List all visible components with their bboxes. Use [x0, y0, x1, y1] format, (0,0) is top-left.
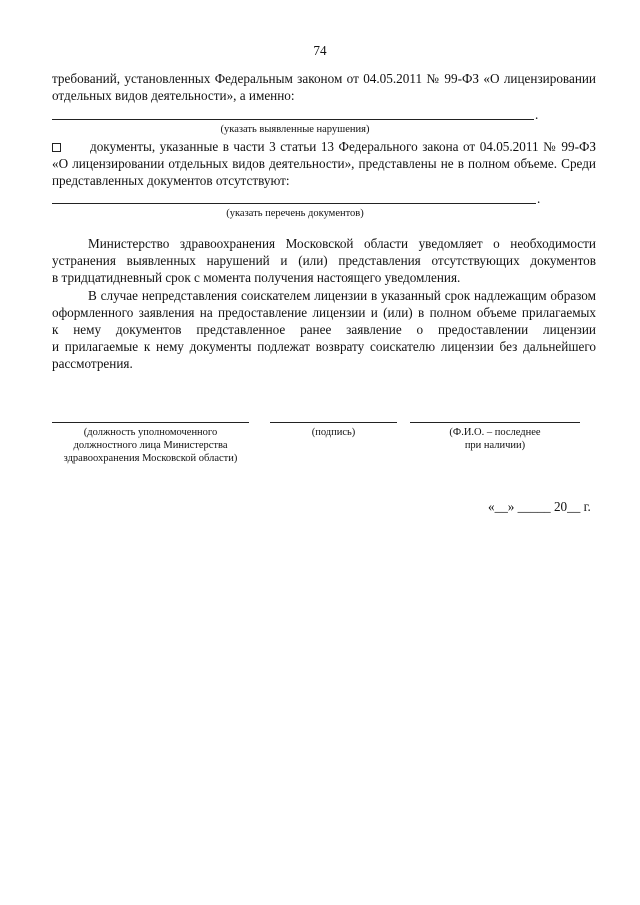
checkbox-item-line-3: представленных документов отсутствуют: [52, 173, 290, 188]
paragraph-1-line-1: Министерство здравоохранения Московской области уведомляет о необходимости [88, 236, 596, 251]
documents-blank-line[interactable] [52, 203, 536, 204]
documents-blank-end: . [537, 191, 541, 206]
documents-incomplete-checkbox[interactable] [52, 143, 61, 152]
intro-line-2: отдельных видов деятельности», а именно: [52, 88, 295, 103]
violations-caption: (указать выявленные нарушения) [220, 124, 370, 135]
paragraph-2-line-5: рассмотрения. [52, 356, 133, 371]
position-caption-1: (должность уполномоченного [83, 427, 218, 438]
full-name-line[interactable] [410, 422, 580, 423]
paragraph-2-line-2: оформленного заявления на предоставление лицензии и (или) в полном объеме прилагаемых [52, 305, 596, 320]
violations-blank-end: . [535, 107, 539, 122]
paragraph-1-line-2: устранения выявленных нарушений и (или) представления отсутствующих документов [52, 253, 596, 268]
intro-line-1: требований, установленных Федеральным законом от 04.05.2011 № 99-ФЗ «О лицензировании [52, 71, 596, 86]
paragraph-2-line-3: к нему документов представленное ранее заявление о предоставлении лицензии [52, 322, 596, 337]
page-number: 74 [313, 43, 327, 58]
name-caption-1: (Ф.И.О. – последнее [449, 427, 541, 438]
position-signature-line[interactable] [52, 422, 249, 423]
checkbox-item-line-1: документы, указанные в части 3 статьи 13 Федерального закона от 04.05.2011 № 99-ФЗ [90, 139, 596, 154]
checkbox-item-line-2: «О лицензировании отдельных видов деятельности», представлены не в полном объеме. Среди [52, 156, 596, 171]
violations-blank-line[interactable] [52, 119, 534, 120]
position-caption-2: должностного лица Министерства [73, 440, 228, 451]
paragraph-1-line-3: в тридцатидневный срок с момента получения настоящего уведомления. [52, 270, 461, 285]
documents-caption: (указать перечень документов) [226, 208, 364, 219]
signature-caption: (подпись) [311, 427, 356, 438]
position-caption-3: здравоохранения Московской области) [63, 453, 238, 464]
name-caption-2: при наличии) [464, 440, 526, 451]
signature-line[interactable] [270, 422, 397, 423]
date-line[interactable]: «__» _____ 20__ г. [488, 499, 591, 514]
paragraph-2-line-1: В случае непредставления соискателем лицензии в указанный срок надлежащим образом [88, 288, 596, 303]
paragraph-2-line-4: и прилагаемые к нему документы подлежат возврату соискателю лицензии без дальнейшего [52, 339, 596, 354]
